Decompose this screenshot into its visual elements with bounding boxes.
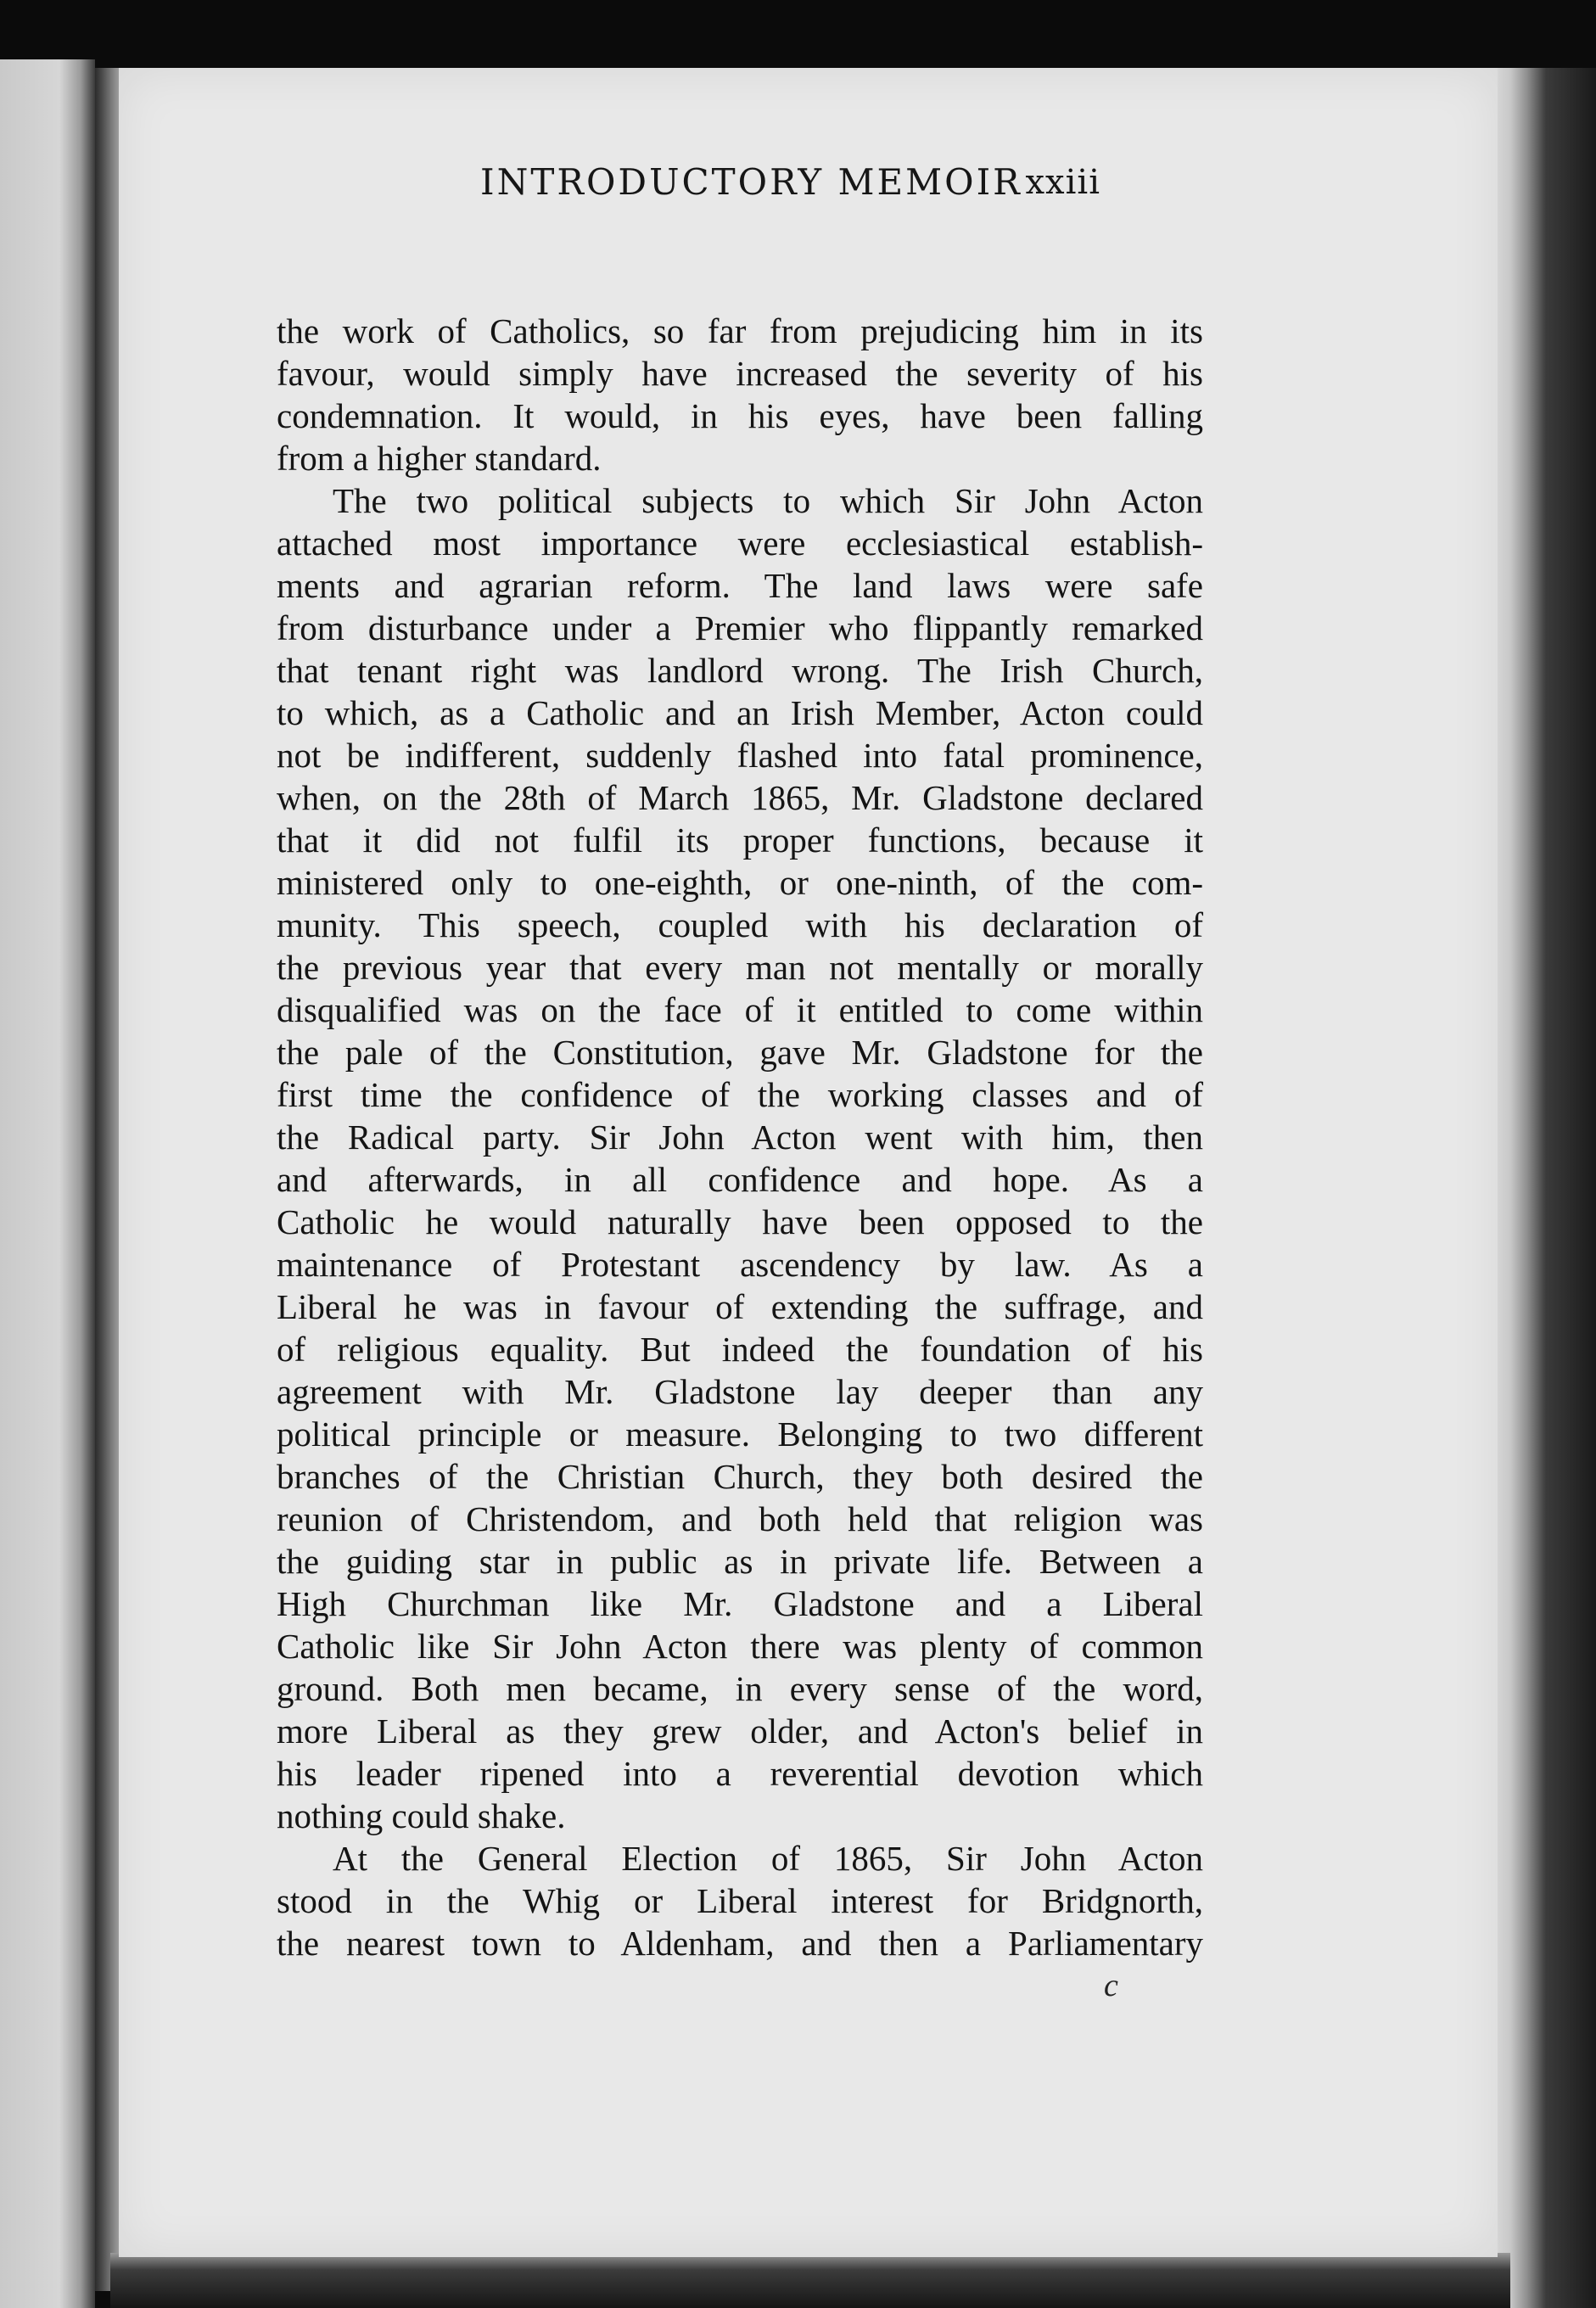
text-line: that it did not fulfil its proper functions, because it xyxy=(277,821,1203,860)
text-line: the pale of the Constitution, gave Mr. Gladstone for the xyxy=(277,1033,1203,1072)
running-head xyxy=(158,161,1100,212)
right-page-edge xyxy=(1493,68,1596,2308)
body-text xyxy=(277,310,1203,1964)
signature-mark: c xyxy=(1104,1968,1118,2003)
text-line: branches of the Christian Church, they both desired the xyxy=(277,1457,1203,1496)
text-line: favour, would simply have increased the severity of his xyxy=(277,354,1203,393)
text-line: disqualified was on the face of it entitled to come within xyxy=(277,990,1203,1029)
left-page-edge xyxy=(0,59,95,2308)
text-line: from disturbance under a Premier who flippantly remarked xyxy=(277,608,1203,647)
text-line: condemnation. It would, in his eyes, have been falling xyxy=(277,396,1203,435)
text-line: stood in the Whig or Liberal interest for Bridgnorth, xyxy=(277,1881,1203,1920)
text-line: political principle or measure. Belonging to two different xyxy=(277,1414,1203,1454)
text-line: reunion of Christendom, and both held that religion was xyxy=(277,1499,1203,1538)
text-line: that tenant right was landlord wrong. The Irish Church, xyxy=(277,651,1203,690)
page-number: xxiii xyxy=(1025,163,1100,202)
text-line: the guiding star in public as in private life. Between a xyxy=(277,1542,1203,1581)
text-line: attached most importance were ecclesiastical establish- xyxy=(277,524,1203,563)
text-line: the work of Catholics, so far from prejudicing him in its xyxy=(277,311,1203,350)
bottom-page-edge xyxy=(110,2253,1510,2308)
text-line: the previous year that every man not mentally or morally xyxy=(277,948,1203,987)
text-line: agreement with Mr. Gladstone lay deeper than any xyxy=(277,1372,1203,1411)
text-line: of religious equality. But indeed the foundation of his xyxy=(277,1330,1203,1369)
text-line: nothing could shake. xyxy=(277,1796,566,1835)
text-line: his leader ripened into a reverential devotion which xyxy=(277,1754,1203,1793)
text-line: first time the confidence of the working classes and of xyxy=(277,1075,1203,1114)
text-line: the nearest town to Aldenham, and then a Parliamentary xyxy=(277,1924,1203,1963)
page-title: INTRODUCTORY MEMOIR xyxy=(480,161,1022,203)
text-line: to which, as a Catholic and an Irish Member, Acton could xyxy=(277,693,1203,732)
text-line: from a higher standard. xyxy=(277,439,602,478)
text-line: The two political subjects to which Sir John Acton xyxy=(333,481,1203,520)
text-line: At the General Election of 1865, Sir John Acton xyxy=(333,1839,1203,1878)
text-line: ments and agrarian reform. The land laws were safe xyxy=(277,566,1203,605)
text-line: Liberal he was in favour of extending the suffrage, and xyxy=(277,1287,1203,1326)
text-line: not be indifferent, suddenly flashed into fatal prominence, xyxy=(277,736,1203,775)
text-line: Catholic he would naturally have been opposed to the xyxy=(277,1202,1203,1241)
text-line: and afterwards, in all confidence and hope. As a xyxy=(277,1160,1203,1199)
text-line: when, on the 28th of March 1865, Mr. Gladstone declared xyxy=(277,778,1203,817)
text-line: ministered only to one-eighth, or one-ninth, of the com- xyxy=(277,863,1203,902)
text-line: maintenance of Protestant ascendency by law. As a xyxy=(277,1245,1203,1284)
text-line: munity. This speech, coupled with his declaration of xyxy=(277,905,1203,944)
text-line: ground. Both men became, in every sense of the word, xyxy=(277,1669,1203,1708)
text-line: Catholic like Sir John Acton there was plenty of common xyxy=(277,1627,1203,1666)
text-line: more Liberal as they grew older, and Acton's belief in xyxy=(277,1711,1203,1751)
text-line: High Churchman like Mr. Gladstone and a Liberal xyxy=(277,1584,1203,1623)
text-line: the Radical party. Sir John Acton went with him, then xyxy=(277,1118,1203,1157)
